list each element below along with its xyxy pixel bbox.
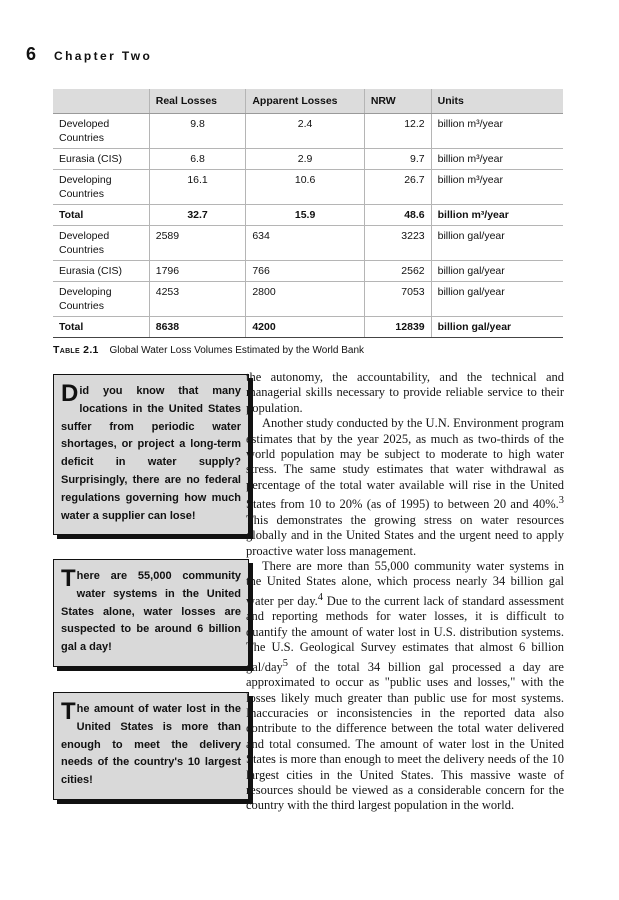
drop-cap: D <box>61 380 79 407</box>
cell-nrw: 12839 <box>364 317 431 338</box>
table-row <box>53 170 563 205</box>
cell-apparent: 2.9 <box>246 149 365 170</box>
paragraph-text: Due to the current lack of standard assessment and reporting methods for water losses, it is difficult to quantify the amount of water lost in U.S. distribution systems. The U.S. Geological Survey estimates that almost 6 billion gal/day <box>246 594 564 674</box>
cell-region: Developed Countries <box>53 226 149 261</box>
cell-units: billion gal/year <box>431 317 563 338</box>
cell-nrw: 9.7 <box>364 149 431 170</box>
cell-apparent: 2.4 <box>246 114 365 149</box>
table-row <box>53 149 563 170</box>
cell-region: Total <box>53 205 149 226</box>
callout-text: here are 55,000 community water systems in the United States alone, water losses are suspected to be around 6 billion gal a day! <box>61 570 241 654</box>
chapter-title: Chapter Two <box>54 49 153 63</box>
cell-nrw: 7053 <box>364 282 431 317</box>
paragraph-text: of the total 34 billion gal processed a day are approximated to occur as "public uses and losses," with the losses likely much greater than public use for most systems. Inaccuracies or inconsistencies in the reported data also contribute to the difference between the total water delivered and total consumed. The amount of water lost in the United States is more than enough to meet the delivery needs of the 10 largest cities in the United States. This massive waste of resources should be viewed as a considerable concern for the country with the third largest population in the world. <box>246 659 564 813</box>
col-real-losses-header: Real Losses <box>149 89 246 114</box>
body-text-column <box>246 370 564 814</box>
cell-nrw: 48.6 <box>364 205 431 226</box>
cell-real: 9.8 <box>149 114 246 149</box>
paragraph <box>246 416 564 559</box>
cell-real: 1796 <box>149 261 246 282</box>
cell-region: Total <box>53 317 149 338</box>
cell-units: billion m³/year <box>431 114 563 149</box>
cell-nrw: 2562 <box>364 261 431 282</box>
cell-apparent: 766 <box>246 261 365 282</box>
cell-units: billion gal/year <box>431 261 563 282</box>
cell-region: Eurasia (CIS) <box>53 261 149 282</box>
cell-nrw: 12.2 <box>364 114 431 149</box>
paragraph <box>246 559 564 814</box>
paragraph-text: the autonomy, the accountability, and the technical and managerial skills necessary to provide reliable service to their population. <box>246 370 564 415</box>
water-loss-table <box>53 89 563 338</box>
page-header <box>26 44 152 66</box>
cell-units: billion m³/year <box>431 205 563 226</box>
sidebar-callout-shortages <box>53 374 249 535</box>
cell-region: Developing Countries <box>53 170 149 205</box>
cell-units: billion gal/year <box>431 282 563 317</box>
cell-nrw: 26.7 <box>364 170 431 205</box>
drop-cap: T <box>61 698 76 725</box>
footnote-ref: 4 <box>317 591 323 603</box>
cell-real: 16.1 <box>149 170 246 205</box>
sidebar-callout-community-systems <box>53 559 249 667</box>
table-header-row <box>53 89 563 114</box>
table-total-row <box>53 205 563 226</box>
col-region-header <box>53 89 149 114</box>
cell-apparent: 10.6 <box>246 170 365 205</box>
paragraph-text: There are more than 55,000 community water systems in the United States alone, which process nearly 34 billion gal water per day. <box>246 559 564 608</box>
cell-region: Eurasia (CIS) <box>53 149 149 170</box>
paragraph-text: This demonstrates the growing stress on water resources globally and in the United States and the urgent need to apply proactive water loss management. <box>246 512 564 558</box>
table-caption-text: Global Water Loss Volumes Estimated by the World Bank <box>109 345 365 356</box>
col-units-header: Units <box>431 89 563 114</box>
table-total-row <box>53 317 563 338</box>
paragraph <box>246 370 564 416</box>
callout-text: he amount of water lost in the United States is more than enough to meet the delivery needs of the country's 10 largest cities! <box>61 703 241 787</box>
cell-units: billion m³/year <box>431 149 563 170</box>
table-row <box>53 114 563 149</box>
cell-real: 2589 <box>149 226 246 261</box>
cell-real: 8638 <box>149 317 246 338</box>
table-row <box>53 261 563 282</box>
cell-apparent: 2800 <box>246 282 365 317</box>
table-caption-label: Table 2.1 <box>53 344 99 356</box>
col-apparent-losses-header: Apparent Losses <box>246 89 365 114</box>
callout-text: id you know that many locations in the United States suffer from periodic water shortages, or project a long-term deficit in water supply? Surprisingly, there are no federal regulations governing how much water a supplier can lose! <box>61 385 241 522</box>
footnote-ref: 5 <box>282 657 288 669</box>
cell-real: 6.8 <box>149 149 246 170</box>
table-caption <box>53 344 364 356</box>
cell-apparent: 15.9 <box>246 205 365 226</box>
cell-units: billion m³/year <box>431 170 563 205</box>
drop-cap: T <box>61 565 76 592</box>
sidebar-callout-largest-cities <box>53 692 249 800</box>
cell-real: 32.7 <box>149 205 246 226</box>
table-row <box>53 282 563 317</box>
cell-nrw: 3223 <box>364 226 431 261</box>
cell-apparent: 4200 <box>246 317 365 338</box>
table-row <box>53 226 563 261</box>
cell-real: 4253 <box>149 282 246 317</box>
footnote-ref: 3 <box>558 495 564 507</box>
cell-region: Developing Countries <box>53 282 149 317</box>
cell-region: Developed Countries <box>53 114 149 149</box>
cell-units: billion gal/year <box>431 226 563 261</box>
page-number: 6 <box>26 44 37 64</box>
paragraph-text: Another study conducted by the U.N. Environment program estimates that by the year 2025, as much as two-thirds of the world population may be subject to moderate to high water stress. The same study estimates that water withdrawal as percentage of the total water available will rise in the United States from 10 to 20% (as of 1995) to between 20 and 40%. <box>246 416 564 512</box>
col-nrw-header: NRW <box>364 89 431 114</box>
cell-apparent: 634 <box>246 226 365 261</box>
